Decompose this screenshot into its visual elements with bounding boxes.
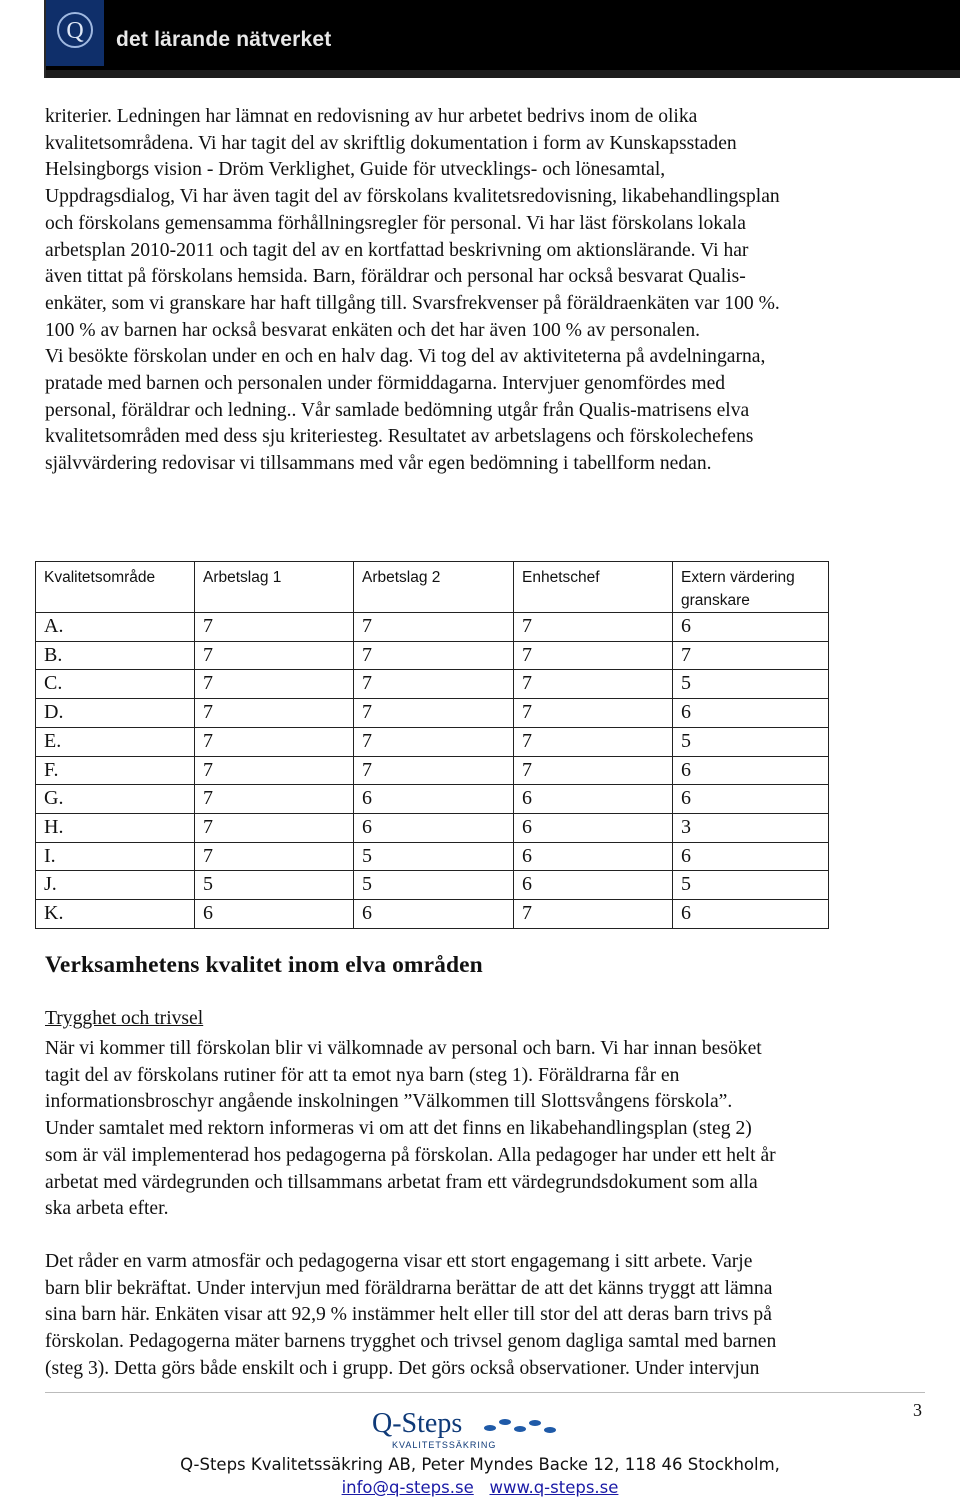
text-line: Helsingborgs vision - Dröm Verklighet, Guide för utvecklings- och lönesamtal, [45,159,666,181]
table-row [36,756,829,785]
text-line: sina barn här. Enkäten visar att 92,9 % instämmer helt eller till stor del att deras barn trivs på [45,1304,772,1326]
table-row [36,641,829,670]
table-row [36,613,829,642]
score-cell: 7 [195,699,354,728]
area-label-cell: J. [36,871,195,900]
text-line: När vi kommer till förskolan blir vi välkomnade av personal och barn. Vi har innan besöket [45,1038,762,1059]
logo-text: Q-Steps [372,1408,463,1439]
score-cell: 5 [354,842,514,871]
score-cell: 6 [673,842,829,871]
footprints-icon [484,1419,556,1433]
text-line: Vi besökte förskolan under en och en halv dag. Vi tog del av aktiviteterna på avdelningarna, [45,346,766,368]
q-logo-icon [46,0,104,66]
footer-links [0,1478,960,1497]
text-line: ska arbeta efter. [45,1198,169,1220]
table-row [36,670,829,699]
table-row [36,699,829,728]
section-subheading: Trygghet och trivsel [45,1008,204,1029]
text-line: förskolan. Pedagogerna mäter barnens trygghet och trivsel genom dagliga samtal med barnen [45,1331,777,1353]
area-label-cell: K. [36,900,195,929]
text-line: kvalitetsområden med dess sju kriteriesteg. Resultatet av arbetslagens och förskolechefens [45,426,754,448]
score-cell: 7 [195,813,354,842]
score-cell: 5 [673,670,829,699]
footer-divider [45,1392,925,1393]
text-line: arbetsplan 2010-2011 och tagit del av en kortfattad beskrivning om aktionslärande. Vi har [45,239,749,261]
score-cell: 7 [195,670,354,699]
intro-paragraph [45,104,925,478]
header-banner [44,0,960,78]
text-line: och förskolans gemensamma förhållningsregler för personal. Vi har läst förskolans lokala [45,212,746,234]
score-cell: 7 [195,613,354,642]
score-cell: 6 [673,756,829,785]
q-steps-logo [370,1406,570,1452]
area-label-cell: D. [36,699,195,728]
text-line: Det råder en varm atmosfär och pedagogerna visar ett stort engagemang i sitt arbete. Varje [45,1251,753,1272]
table-header-cell: Enhetschef [514,562,673,613]
area-label-cell: C. [36,670,195,699]
logo-letter: Q [66,18,84,44]
score-cell: 6 [673,699,829,728]
score-cell: 6 [514,871,673,900]
score-cell: 5 [354,871,514,900]
score-cell: 7 [354,641,514,670]
table-row [36,785,829,814]
page-number: 3 [913,1400,922,1420]
text-line: personal, föräldrar och ledning.. Vår samlade bedömning utgår från Qualis-matrisens elva [45,399,750,421]
score-cell: 5 [673,871,829,900]
area-label-cell: G. [36,785,195,814]
score-cell: 3 [673,813,829,842]
text-line: enkäter, som vi granskare har haft tillgång till. Svarsfrekvenser på föräldraenkäten var 100 %. [45,292,780,314]
table-header-row [36,562,829,613]
area-label-cell: F. [36,756,195,785]
website-link[interactable]: www.q-steps.se [489,1478,619,1497]
table-row [36,871,829,900]
score-cell: 7 [673,641,829,670]
score-cell: 7 [514,670,673,699]
email-link[interactable]: info@q-steps.se [341,1478,474,1497]
header-divider [46,70,960,78]
text-line: barn blir bekräftat. Under intervjun med föräldrarna berättar de att det känns tryggt att lämna [45,1277,773,1299]
table-header-cell: Extern värdering granskare [673,562,829,613]
score-cell: 7 [195,785,354,814]
text-line: (steg 3). Detta görs både enskilt och i grupp. Det görs också observationer. Under intervjun [45,1357,760,1379]
text-line: arbetat med värdegrunden och tillsammans arbetat fram ett värdegrundsdokument som alla [45,1171,758,1193]
text-line: som är väl implementerad hos pedagogerna på förskolan. Alla pedagoger har under ett helt år [45,1144,776,1166]
score-cell: 6 [354,900,514,929]
text-line: även tittat på förskolans hemsida. Barn, föräldrar och personal har också besvarat Qualis- [45,266,746,288]
section-paragraph-1 [45,1036,925,1223]
text-line: informationsbroschyr angående inskolningen ”Välkommen till Slottsvångens förskola”. [45,1091,733,1113]
score-cell: 6 [354,785,514,814]
score-cell: 7 [354,756,514,785]
text-line: kriterier. Ledningen har lämnat en redovisning av hur arbetet bedrivs inom de olika [45,106,698,127]
logo-subtext: KVALITETSSÄKRING [392,1440,497,1450]
score-cell: 7 [514,699,673,728]
section-paragraph-2 [45,1249,925,1383]
score-cell: 6 [195,900,354,929]
score-cell: 6 [673,900,829,929]
table-header-cell: Arbetslag 1 [195,562,354,613]
footer-address: Q-Steps Kvalitetssäkring AB, Peter Myndes Backe 12, 118 46 Stockholm, [180,1455,780,1474]
table-row [36,727,829,756]
score-cell: 7 [195,641,354,670]
score-cell: 6 [514,813,673,842]
score-cell: 7 [354,699,514,728]
area-label-cell: B. [36,641,195,670]
score-cell: 6 [673,785,829,814]
score-cell: 5 [673,727,829,756]
score-cell: 6 [514,785,673,814]
score-cell: 7 [354,727,514,756]
score-cell: 7 [195,727,354,756]
table-row [36,842,829,871]
text-line: 100 % av barnen har också besvarat enkäten och det har även 100 % av personalen. [45,319,701,341]
text-line: pratade med barnen och personalen under förmiddagarna. Intervjuer genomfördes med [45,373,726,395]
text-line: självvärdering redovisar vi tillsammans med vår egen bedömning i tabellform nedan. [45,453,712,475]
text-line: kvalitetsområdena. Vi har tagit del av skriftlig dokumentation i form av Kunskapsstaden [45,132,737,154]
table-row [36,813,829,842]
score-cell: 7 [514,900,673,929]
quality-table [35,561,829,929]
score-cell: 6 [514,842,673,871]
text-line: tagit del av förskolans rutiner för att ta emot nya barn (steg 1). Föräldrarna får en [45,1064,680,1086]
score-cell: 6 [673,613,829,642]
table-header-cell: Arbetslag 2 [354,562,514,613]
area-label-cell: E. [36,727,195,756]
score-cell: 7 [195,756,354,785]
section-heading: Verksamhetens kvalitet inom elva områden [45,952,483,978]
area-label-cell: H. [36,813,195,842]
area-label-cell: I. [36,842,195,871]
header-title: det lärande nätverket [116,28,332,51]
score-cell: 7 [514,613,673,642]
score-cell: 7 [514,727,673,756]
score-cell: 7 [514,756,673,785]
area-label-cell: A. [36,613,195,642]
text-line: Uppdragsdialog, Vi har även tagit del av förskolans kvalitetsredovisning, likabehandlingsplan [45,186,780,208]
score-cell: 6 [354,813,514,842]
score-cell: 7 [354,613,514,642]
score-cell: 7 [514,641,673,670]
score-cell: 7 [354,670,514,699]
table-header-cell: Kvalitetsområde [36,562,195,613]
table-body [36,613,829,929]
table-row [36,900,829,929]
score-cell: 5 [195,871,354,900]
text-line: Under samtalet med rektorn informeras vi om att det finns en likabehandlingsplan (steg 2) [45,1118,752,1140]
score-cell: 7 [195,842,354,871]
